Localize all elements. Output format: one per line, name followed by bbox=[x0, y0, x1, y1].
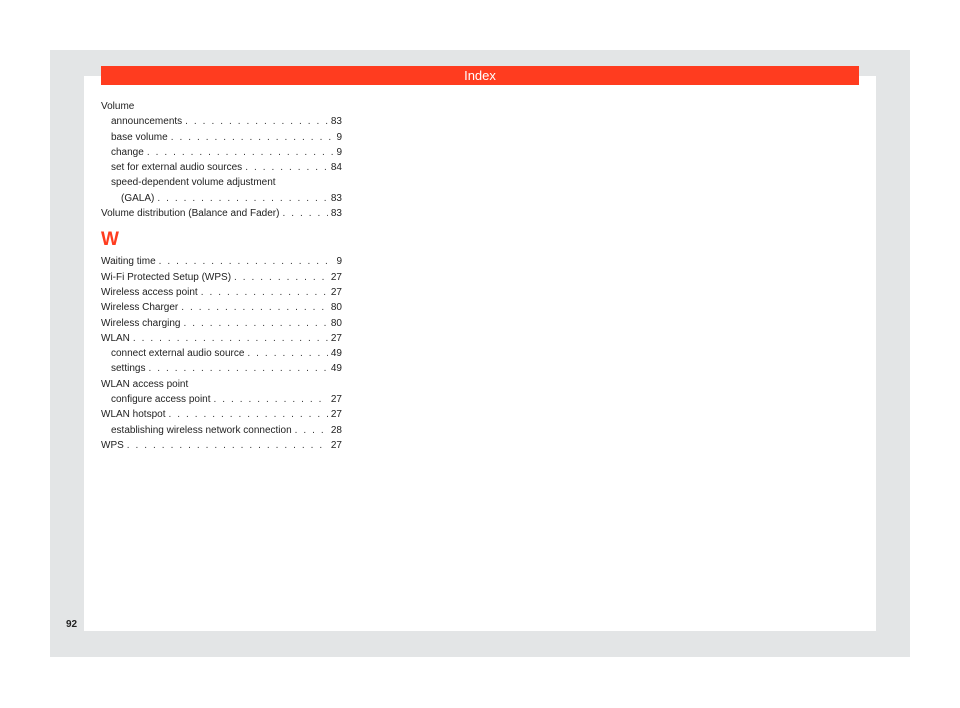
index-page-ref: 83 bbox=[330, 208, 342, 220]
index-page-ref: 9 bbox=[336, 131, 342, 143]
index-entry bbox=[101, 114, 342, 129]
dot-leader bbox=[147, 145, 334, 160]
index-term: base volume bbox=[111, 131, 168, 143]
dot-leader bbox=[201, 285, 328, 300]
index-entry bbox=[101, 145, 342, 160]
index-page-ref: 28 bbox=[330, 424, 342, 436]
index-entry bbox=[101, 423, 342, 438]
index-page-ref: 83 bbox=[330, 116, 342, 128]
index-entry bbox=[101, 316, 342, 331]
index-page-ref: 49 bbox=[330, 348, 342, 360]
index-term: Volume distribution (Balance and Fader) bbox=[101, 208, 280, 220]
index-term: (GALA) bbox=[121, 192, 155, 204]
index-entry bbox=[101, 160, 342, 175]
dot-leader bbox=[181, 300, 328, 315]
index-entry bbox=[101, 331, 342, 346]
index-term: WLAN hotspot bbox=[101, 409, 166, 421]
dot-leader bbox=[295, 423, 328, 438]
index-entry bbox=[101, 392, 342, 407]
index-term: WLAN access point bbox=[101, 378, 189, 390]
dot-leader bbox=[185, 114, 328, 129]
index-term: Volume bbox=[101, 101, 135, 112]
index-page-ref: 27 bbox=[330, 271, 342, 283]
index-entry bbox=[101, 254, 342, 269]
index-term: connect external audio source bbox=[111, 348, 245, 360]
dot-leader bbox=[234, 270, 328, 285]
index-term: Waiting time bbox=[101, 256, 156, 268]
index-term: announcements bbox=[111, 116, 183, 128]
index-term: change bbox=[111, 146, 144, 158]
index-page-ref: 9 bbox=[336, 146, 342, 158]
index-page-ref: 83 bbox=[330, 192, 342, 204]
index-entry bbox=[101, 407, 342, 422]
dot-leader bbox=[245, 160, 328, 175]
index-page-ref: 9 bbox=[336, 256, 342, 268]
dot-leader bbox=[247, 346, 327, 361]
index-entry bbox=[101, 361, 342, 376]
dot-leader bbox=[214, 392, 328, 407]
index-entry bbox=[101, 191, 342, 206]
dot-leader bbox=[127, 438, 328, 453]
index-page-ref: 80 bbox=[330, 302, 342, 314]
index-page-ref: 27 bbox=[330, 286, 342, 298]
index-column bbox=[101, 99, 342, 453]
index-entry bbox=[101, 99, 342, 114]
page-number: 92 bbox=[66, 619, 78, 630]
index-entry bbox=[101, 206, 342, 221]
index-entry bbox=[101, 285, 342, 300]
dot-leader bbox=[159, 254, 334, 269]
page-header bbox=[101, 66, 859, 85]
index-entry bbox=[101, 438, 342, 453]
index-term: Wireless charging bbox=[101, 317, 181, 329]
dot-leader bbox=[133, 331, 328, 346]
index-page-ref: 27 bbox=[330, 439, 342, 451]
index-term: Wireless access point bbox=[101, 286, 198, 298]
index-entry bbox=[101, 175, 342, 190]
index-entry bbox=[101, 300, 342, 315]
page-header-title: Index bbox=[464, 68, 496, 83]
index-term: Wi-Fi Protected Setup (WPS) bbox=[101, 271, 232, 283]
dot-leader bbox=[148, 361, 327, 376]
index-page-ref: 80 bbox=[330, 317, 342, 329]
dot-leader bbox=[168, 407, 327, 422]
index-entry bbox=[101, 270, 342, 285]
index-term: settings bbox=[111, 363, 146, 375]
section-letter: W bbox=[101, 229, 119, 251]
dot-leader bbox=[183, 316, 327, 331]
index-term: speed-dependent volume adjustment bbox=[111, 177, 276, 189]
index-term: WLAN bbox=[101, 332, 130, 344]
index-term: configure access point bbox=[111, 394, 211, 406]
index-term: Wireless Charger bbox=[101, 302, 179, 314]
index-entry bbox=[101, 130, 342, 145]
index-page-ref: 27 bbox=[330, 394, 342, 406]
dot-leader bbox=[171, 130, 334, 145]
dot-leader bbox=[157, 191, 328, 206]
index-page-ref: 49 bbox=[330, 363, 342, 375]
index-term: WPS bbox=[101, 439, 124, 451]
index-term: set for external audio sources bbox=[111, 162, 243, 174]
index-page-ref: 27 bbox=[330, 409, 342, 421]
index-entry bbox=[101, 346, 342, 361]
index-entry bbox=[101, 377, 342, 392]
index-page-ref: 27 bbox=[330, 332, 342, 344]
dot-leader bbox=[282, 206, 327, 221]
index-page-ref: 84 bbox=[330, 162, 342, 174]
index-term: establishing wireless network connection bbox=[111, 424, 292, 436]
